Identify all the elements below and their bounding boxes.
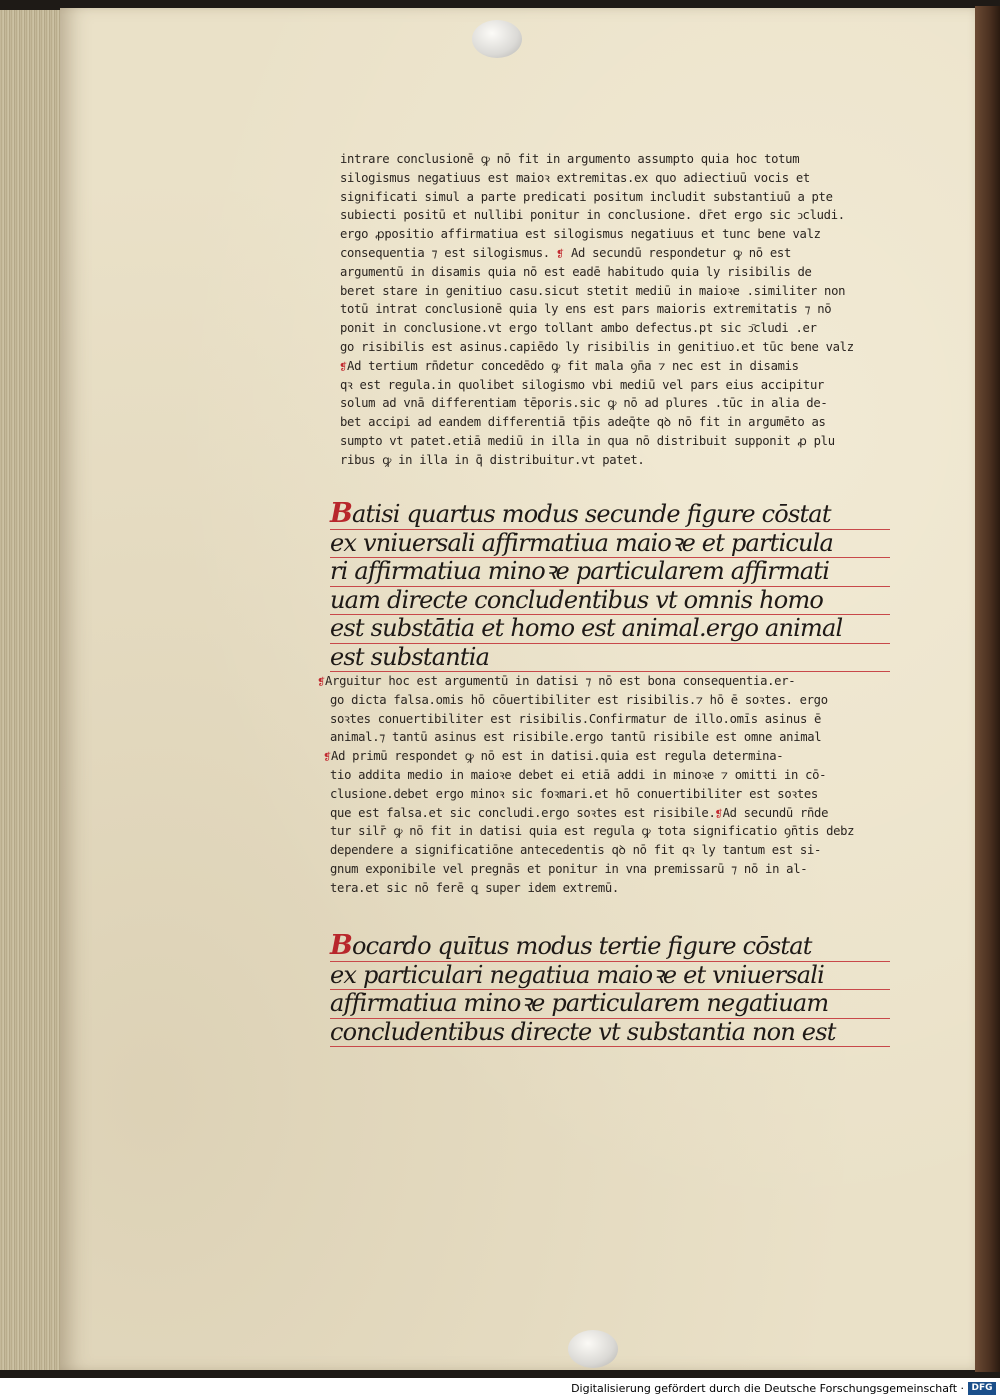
heading-batisi [330, 500, 890, 672]
heading-line: concludentibus directe vt substantia non est [330, 1019, 890, 1048]
dfg-logo-icon: DFG [968, 1382, 996, 1395]
rubricated-initial: B [330, 498, 353, 529]
text-segment: consequentia ⁊ est silogismus. [340, 245, 550, 260]
text-block-2 [318, 672, 888, 898]
text-line: ribus ꝙ in illa in q̄ distribuitur.vt patet. [340, 452, 645, 467]
text-line: silogismus negatiuus est maioꝛ extremitas.ex quo adiectiuū vocis et [340, 170, 810, 185]
text-line: soꝛtes conuertibiliter est risibilis.Confirmatur de illo.omīs asinus ē [330, 711, 822, 726]
text-line: intrare conclusionē ꝙ nō fit in argumento assumpto quia hoc totum [340, 152, 800, 166]
text-line: argumentū in disamis quia nō est eadē habitudo quia ly risibilis de [340, 264, 812, 279]
heading-line: uam directe concludentibus vt omnis homo [330, 587, 890, 616]
heading-line: est substantia [330, 644, 890, 673]
heading-line [330, 932, 890, 962]
heading-line: affirmatiua minoꝛe particularem negatiuam [330, 990, 890, 1019]
pilcrow-icon: ❡ [324, 749, 332, 764]
heading-line: ri affirmatiua minoꝛe particularem affirmati [330, 558, 890, 587]
text-line [340, 244, 885, 263]
text-line: beret stare in genitiuo casu.sicut stetit mediū in maioꝛe .similiter non [340, 283, 846, 298]
text-line: ergo ꝓpositio affirmatiua est silogismus negatiuus et tunc bene valz [340, 227, 821, 242]
text-block-1 [340, 150, 885, 470]
text-line: tera.et sic nō ferē ꝗ super idem extremū. [330, 880, 619, 895]
rubricated-initial: B [330, 930, 353, 961]
text-line: bet accipi ad eandem differentiā tp̄is adeq̄te qꝺ nō fit in argumēto as [340, 415, 826, 430]
text-line: gnum exponibile vel pregnās et ponitur in vna premissarū ⁊ nō in al- [330, 861, 808, 876]
text-line: go dicta falsa.omis hō cōuertibiliter est risibilis.⁊ hō ē soꝛtes. ergo [330, 692, 828, 707]
glass-weight-bottom [568, 1330, 618, 1368]
page-edges-left [0, 10, 63, 1370]
text-line [318, 747, 888, 766]
text-line: go risibilis est asinus.capiēdo ly risibilis in genitiuo.et tūc bene valz [340, 339, 854, 354]
heading-line: est substātia et homo est animal.ergo animal [330, 615, 890, 644]
text-line: solum ad vnā differentiam tēporis.sic ꝙ nō ad plures .tūc in alia de- [340, 396, 828, 411]
text-segment: Ad secundū rn̄de [722, 805, 829, 820]
text-line: tur silr̄ ꝙ nō fit in datisi quia est regula ꝙ tota significatio ꝯn̄tis debz [330, 824, 855, 839]
text-line: significati simul a parte predicati positum includit substantiuū a pte [340, 189, 833, 204]
text-line: tio addita medio in maioꝛe debet ei etiā addi in minoꝛe ⁊ omitti in cō- [330, 767, 827, 782]
text-line: subiecti positū et nullibi ponitur in conclusione. dr̄et ergo sic ↄcludi. [340, 208, 845, 223]
pilcrow-icon: ❡ [318, 674, 326, 688]
text-line: qꝛ est regula.in quolibet silogismo vbi mediū vel pars eius accipitur [340, 377, 825, 392]
text-line: animal.⁊ tantū asinus est risibile.ergo tantū risibile est omne animal [330, 730, 822, 745]
book-cover-edge [975, 6, 1000, 1372]
text-segment: Ad primū respondet ꝙ nō est in datisi.quia est regula determina- [331, 749, 784, 764]
pilcrow-icon: ❡ [556, 245, 564, 260]
heading-line: ex vniuersali affirmatiua maioꝛe et particula [330, 530, 890, 559]
text-line: ponit in conclusione.vt ergo tollant ambo defectus.pt sic ↄ̄cludi .er [340, 321, 817, 336]
text-line: totū intrat conclusionē quia ly ens est pars maioris extremitatis ⁊ nō [340, 302, 832, 317]
text-segment: Ad tertium rn̄detur concedēdo ꝙ fit mala ꝯn̄a ⁊ nec est in disamis [347, 358, 799, 373]
footer-bar [0, 1378, 1000, 1399]
pilcrow-icon: ❡ [715, 805, 723, 820]
heading-text: ocardo quītus modus tertie figure cōstat [352, 932, 812, 960]
pilcrow-icon: ❡ [340, 358, 348, 373]
heading-line [330, 500, 890, 530]
text-line: clusione.debet ergo minoꝛ sic foꝛmari.et hō conuertibiliter est soꝛtes [330, 786, 818, 801]
text-line [318, 804, 888, 823]
text-segment: Arguitur hoc est argumentū in datisi ⁊ nō est bona consequentia.er- [325, 674, 796, 688]
text-line [340, 357, 885, 376]
heading-line: ex particulari negatiua maioꝛe et vniuersali [330, 962, 890, 991]
heading-text: atisi quartus modus secunde figure cōstat [352, 500, 831, 528]
text-line: dependere a significatiōne antecedentis qꝺ nō fit qꝛ ly tantum est si- [330, 843, 822, 858]
glass-weight-top [472, 20, 522, 58]
text-segment: que est falsa.et sic concludi.ergo soꝛtes est risibile. [330, 805, 716, 820]
text-segment: Ad secundū respondetur ꝙ nō est [571, 245, 791, 260]
heading-bocardo [330, 932, 890, 1047]
funding-notice: Digitalisierung gefördert durch die Deutsche Forschungsgemeinschaft · [571, 1382, 964, 1395]
text-line [318, 672, 888, 691]
text-line: sumpto vt patet.etiā mediū in illa in qua nō distribuit supponit ꝓ plu [340, 433, 835, 448]
